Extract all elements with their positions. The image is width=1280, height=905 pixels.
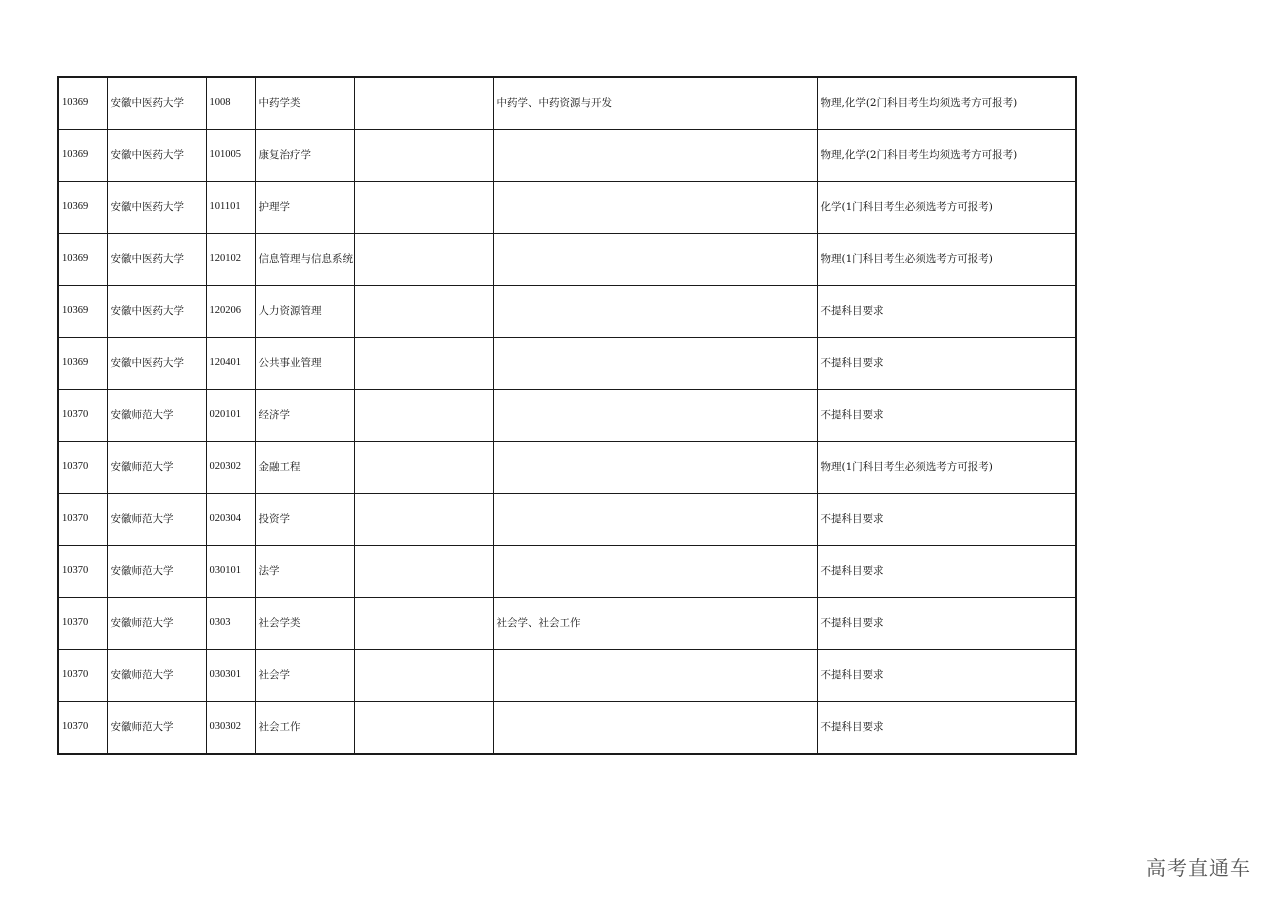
included-majors-cell: 社会学、社会工作 — [493, 598, 817, 650]
table-row — [58, 650, 1076, 702]
table-row — [58, 442, 1076, 494]
remark-cell — [354, 494, 493, 546]
subject-requirement-cell: 不提科目要求 — [817, 286, 1076, 338]
major-code-cell: 020101 — [206, 390, 255, 442]
major-code-cell: 101101 — [206, 182, 255, 234]
major-name-cell: 金融工程 — [255, 442, 354, 494]
table-row — [58, 546, 1076, 598]
subject-requirement-cell: 物理(1门科目考生必须选考方可报考) — [817, 442, 1076, 494]
school-code-cell: 10370 — [58, 702, 107, 755]
subject-requirement-cell: 不提科目要求 — [817, 494, 1076, 546]
major-code-cell: 101005 — [206, 130, 255, 182]
major-code-cell: 020304 — [206, 494, 255, 546]
included-majors-cell — [493, 286, 817, 338]
school-name-cell: 安徽中医药大学 — [107, 182, 206, 234]
table-row — [58, 494, 1076, 546]
major-name-cell: 法学 — [255, 546, 354, 598]
subject-requirement-cell: 物理,化学(2门科目考生均须选考方可报考) — [817, 77, 1076, 130]
table-row — [58, 286, 1076, 338]
subject-requirement-cell: 不提科目要求 — [817, 598, 1076, 650]
table-row — [58, 598, 1076, 650]
subject-requirement-cell: 不提科目要求 — [817, 650, 1076, 702]
table-row — [58, 130, 1076, 182]
school-code-cell: 10369 — [58, 286, 107, 338]
remark-cell — [354, 598, 493, 650]
school-code-cell: 10369 — [58, 182, 107, 234]
included-majors-cell — [493, 182, 817, 234]
major-name-cell: 经济学 — [255, 390, 354, 442]
major-name-cell: 人力资源管理 — [255, 286, 354, 338]
major-code-cell: 120206 — [206, 286, 255, 338]
table-row — [58, 702, 1076, 755]
remark-cell — [354, 390, 493, 442]
school-code-cell: 10370 — [58, 494, 107, 546]
major-name-cell: 社会学类 — [255, 598, 354, 650]
included-majors-cell — [493, 546, 817, 598]
included-majors-cell — [493, 650, 817, 702]
subject-requirement-cell: 物理,化学(2门科目考生均须选考方可报考) — [817, 130, 1076, 182]
table-row — [58, 390, 1076, 442]
school-code-cell: 10369 — [58, 338, 107, 390]
school-code-cell: 10369 — [58, 77, 107, 130]
subject-requirement-cell: 不提科目要求 — [817, 390, 1076, 442]
subject-requirement-cell: 不提科目要求 — [817, 338, 1076, 390]
major-code-cell: 030302 — [206, 702, 255, 755]
school-code-cell: 10369 — [58, 234, 107, 286]
subject-requirement-cell: 不提科目要求 — [817, 702, 1076, 755]
table-row — [58, 338, 1076, 390]
major-code-cell: 030101 — [206, 546, 255, 598]
major-name-cell: 公共事业管理 — [255, 338, 354, 390]
major-name-cell: 信息管理与信息系统 — [255, 234, 354, 286]
included-majors-cell — [493, 442, 817, 494]
major-code-cell: 020302 — [206, 442, 255, 494]
included-majors-cell — [493, 702, 817, 755]
included-majors-cell — [493, 234, 817, 286]
remark-cell — [354, 442, 493, 494]
school-name-cell: 安徽中医药大学 — [107, 130, 206, 182]
school-code-cell: 10370 — [58, 598, 107, 650]
included-majors-cell — [493, 130, 817, 182]
major-name-cell: 投资学 — [255, 494, 354, 546]
requirements-table — [57, 76, 1077, 755]
major-name-cell: 护理学 — [255, 182, 354, 234]
major-code-cell: 120401 — [206, 338, 255, 390]
table-row — [58, 182, 1076, 234]
school-name-cell: 安徽师范大学 — [107, 494, 206, 546]
major-code-cell: 0303 — [206, 598, 255, 650]
school-code-cell: 10370 — [58, 650, 107, 702]
remark-cell — [354, 130, 493, 182]
included-majors-cell — [493, 338, 817, 390]
school-name-cell: 安徽师范大学 — [107, 598, 206, 650]
school-name-cell: 安徽师范大学 — [107, 650, 206, 702]
school-code-cell: 10370 — [58, 546, 107, 598]
remark-cell — [354, 182, 493, 234]
major-name-cell: 中药学类 — [255, 77, 354, 130]
major-name-cell: 社会工作 — [255, 702, 354, 755]
school-name-cell: 安徽中医药大学 — [107, 77, 206, 130]
school-name-cell: 安徽师范大学 — [107, 442, 206, 494]
subject-requirement-cell: 化学(1门科目考生必须选考方可报考) — [817, 182, 1076, 234]
major-name-cell: 康复治疗学 — [255, 130, 354, 182]
remark-cell — [354, 234, 493, 286]
school-name-cell: 安徽师范大学 — [107, 546, 206, 598]
subject-requirement-cell: 物理(1门科目考生必须选考方可报考) — [817, 234, 1076, 286]
school-name-cell: 安徽中医药大学 — [107, 338, 206, 390]
included-majors-cell — [493, 494, 817, 546]
included-majors-cell — [493, 390, 817, 442]
remark-cell — [354, 702, 493, 755]
included-majors-cell: 中药学、中药资源与开发 — [493, 77, 817, 130]
table-body — [58, 77, 1076, 754]
table-row — [58, 77, 1076, 130]
remark-cell — [354, 77, 493, 130]
school-code-cell: 10370 — [58, 390, 107, 442]
remark-cell — [354, 338, 493, 390]
major-code-cell: 1008 — [206, 77, 255, 130]
major-code-cell: 120102 — [206, 234, 255, 286]
major-name-cell: 社会学 — [255, 650, 354, 702]
school-name-cell: 安徽中医药大学 — [107, 286, 206, 338]
remark-cell — [354, 546, 493, 598]
major-code-cell: 030301 — [206, 650, 255, 702]
school-name-cell: 安徽师范大学 — [107, 390, 206, 442]
school-code-cell: 10370 — [58, 442, 107, 494]
watermark-text: 高考直通车 — [1146, 856, 1251, 880]
subject-requirement-cell: 不提科目要求 — [817, 546, 1076, 598]
school-name-cell: 安徽中医药大学 — [107, 234, 206, 286]
table-row — [58, 234, 1076, 286]
remark-cell — [354, 286, 493, 338]
school-name-cell: 安徽师范大学 — [107, 702, 206, 755]
school-code-cell: 10369 — [58, 130, 107, 182]
remark-cell — [354, 650, 493, 702]
